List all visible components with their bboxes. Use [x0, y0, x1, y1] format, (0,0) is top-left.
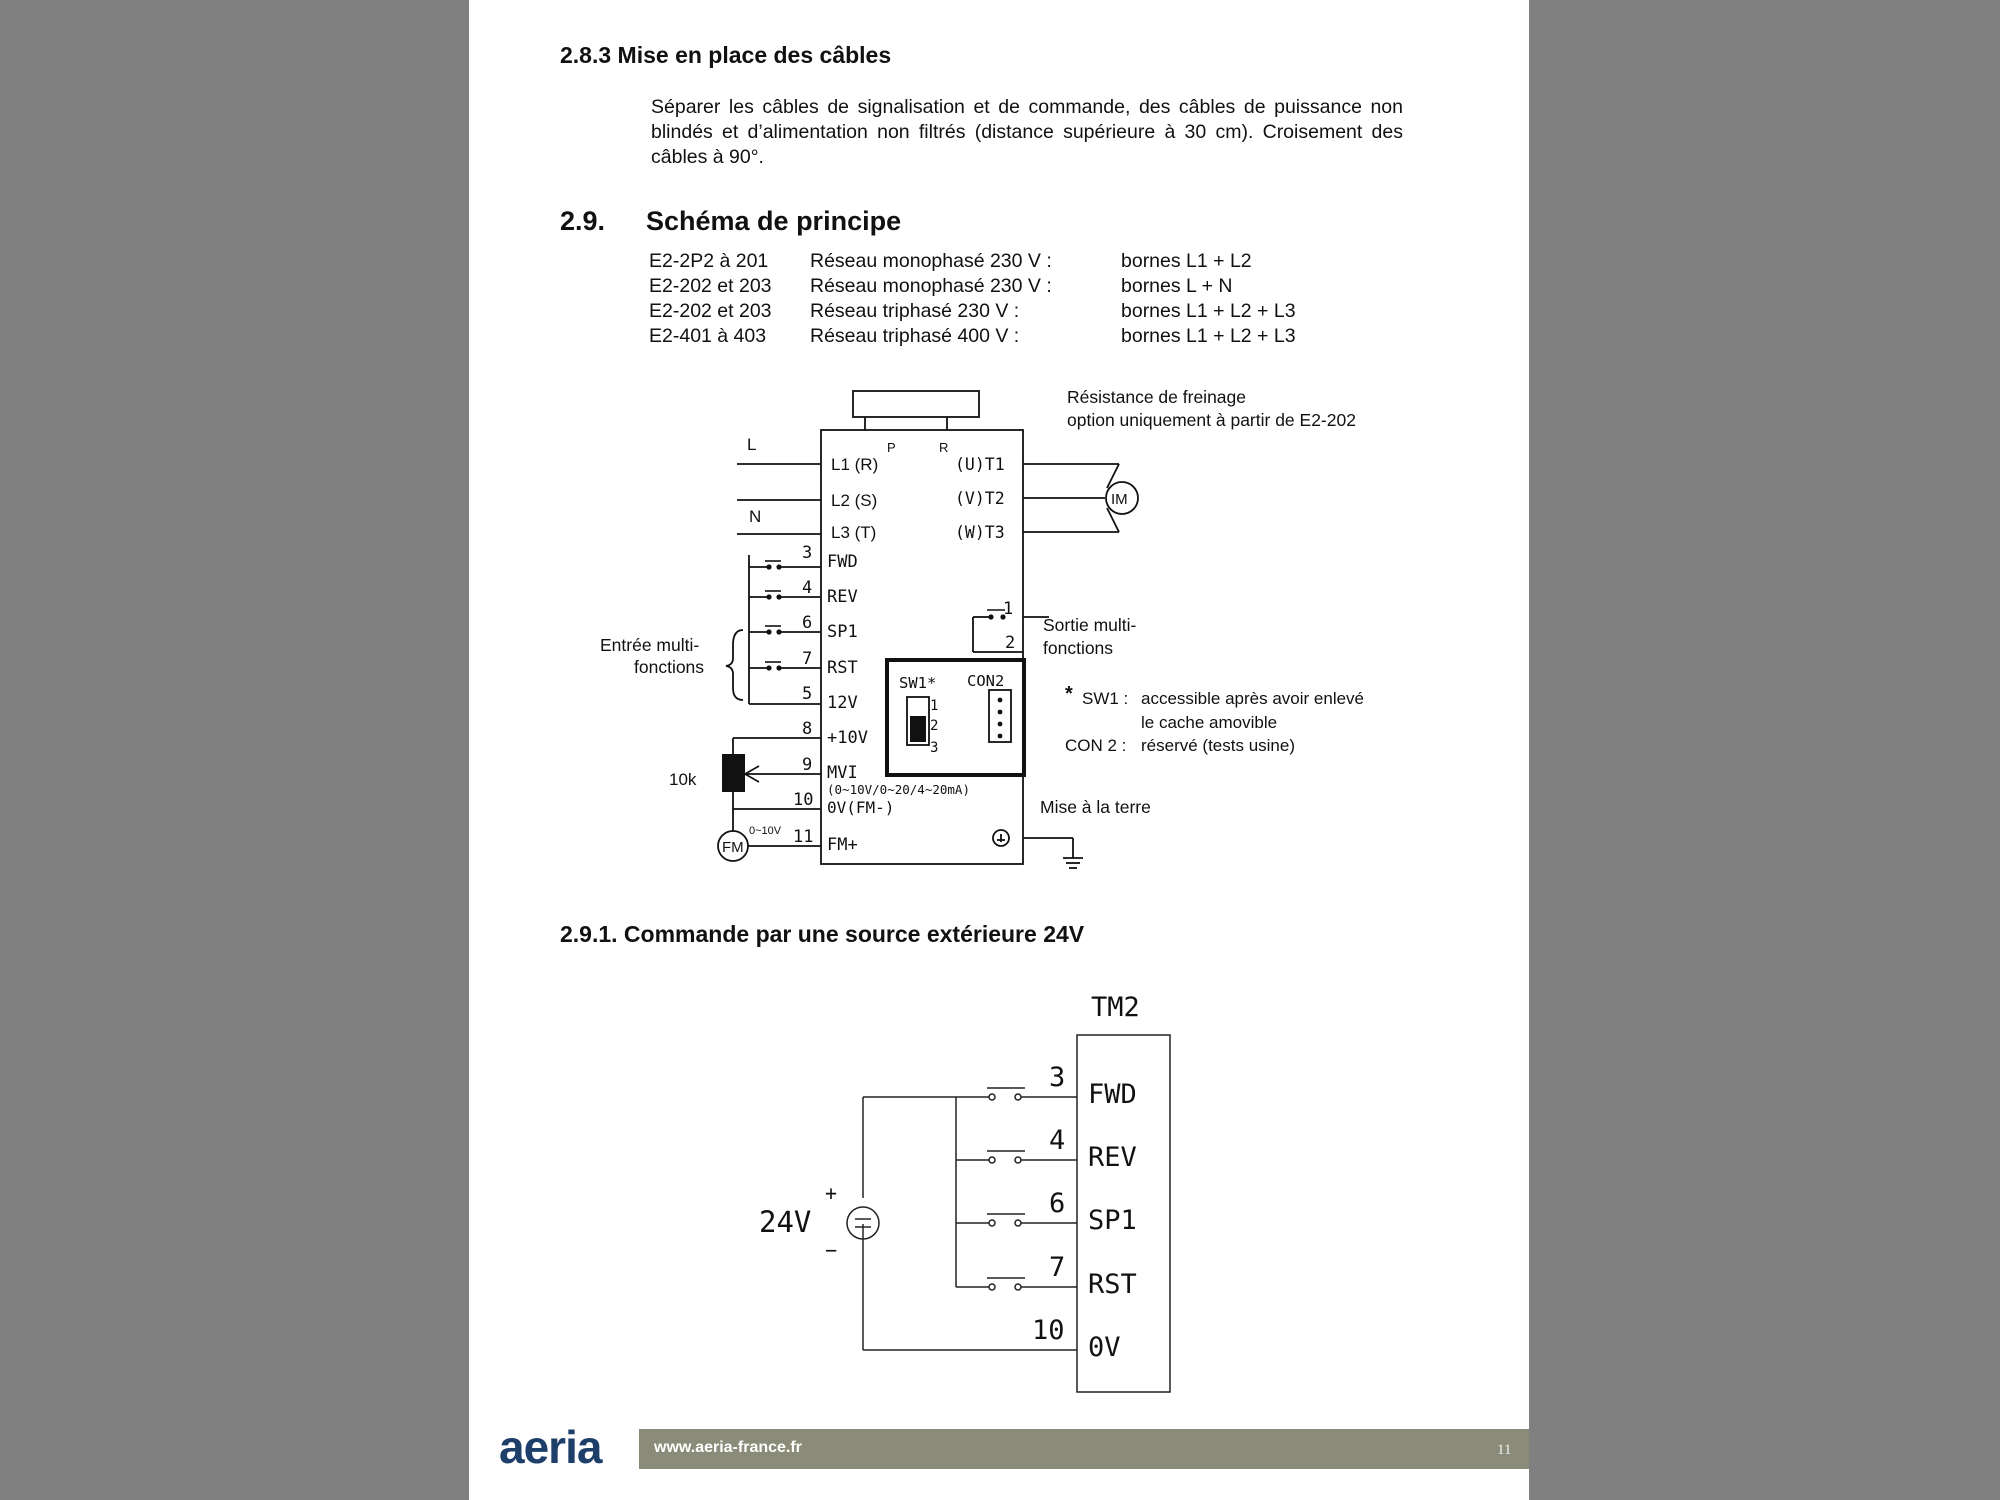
table-cell-network: Réseau monophasé 230 V : — [810, 250, 1052, 272]
footer-url-link[interactable]: www.aeria-france.fr — [654, 1439, 802, 1456]
table-cell-terminals: bornes L1 + L2 + L3 — [1121, 300, 1296, 322]
tm2-label-rev: REV — [1088, 1142, 1137, 1173]
sw1-position: 2 — [930, 718, 939, 734]
table-cell-network: Réseau monophasé 230 V : — [810, 275, 1052, 297]
terminal-l2-label: L2 (S) — [831, 491, 878, 510]
potentiometer-icon — [722, 754, 745, 792]
terminal-t3-label: (W)T3 — [955, 523, 1005, 542]
table-cell-model: E2-202 et 203 — [649, 300, 772, 322]
motor-label: IM — [1111, 491, 1128, 508]
table-cell-terminals: bornes L1 + L2 — [1121, 250, 1252, 272]
table-cell-network: Réseau triphasé 400 V : — [810, 325, 1020, 347]
section-2-9-number: 2.9. — [560, 206, 606, 236]
aeria-logo: aeria — [499, 1421, 602, 1473]
tm2-label-rst: RST — [1088, 1269, 1137, 1300]
line-l-label: L — [747, 435, 757, 454]
terminal-l1-label: L1 (R) — [831, 455, 879, 474]
note-star: * — [1065, 683, 1073, 705]
fm-label: FM — [722, 839, 744, 856]
source-plus-label: + — [825, 1181, 838, 1205]
terminal-number: 6 — [802, 613, 813, 633]
terminal-l3-label: L3 (T) — [831, 523, 877, 542]
terminal-number: 4 — [802, 578, 813, 598]
terminal-number: 5 — [802, 684, 813, 704]
relay-contact-1: 1 — [1003, 599, 1014, 619]
terminal-number: 8 — [802, 719, 813, 739]
relay-contact-2: 2 — [1005, 633, 1016, 653]
table-cell-model: E2-401 à 403 — [649, 325, 767, 347]
fm-range-label: 0~10V — [749, 825, 782, 837]
input-label-line-2: fonctions — [634, 657, 705, 677]
note-sw1-line-2: le cache amovible — [1141, 713, 1278, 732]
earth-label: Mise à la terre — [1040, 797, 1151, 817]
terminal-label-rev: REV — [827, 587, 858, 607]
terminal-number: 11 — [793, 827, 814, 847]
brake-resistor-icon — [853, 391, 979, 417]
terminal-t2-label: (V)T2 — [955, 489, 1005, 508]
terminal-p-label: P — [887, 440, 896, 455]
terminal-label-fm: FM+ — [827, 835, 858, 855]
external-24v-diagram — [469, 960, 1529, 1400]
terminal-number: 7 — [802, 649, 813, 669]
brake-label-line-1: Résistance de freinage — [1067, 387, 1246, 407]
source-voltage-label: 24V — [759, 1205, 812, 1239]
note-sw1-key: SW1 : — [1082, 689, 1129, 708]
note-con2-key: CON 2 : — [1065, 736, 1127, 755]
table-cell-terminals: bornes L1 + L2 + L3 — [1121, 325, 1296, 347]
terminal-t1-label: (U)T1 — [955, 455, 1005, 474]
section-2-9-title: Schéma de principe — [646, 206, 902, 236]
sw1-position: 3 — [930, 740, 939, 756]
sw1-label: SW1* — [899, 674, 937, 692]
output-label-line-1: Sortie multi- — [1043, 615, 1137, 635]
terminal-label-mvi: MVI — [827, 763, 858, 783]
output-label-line-2: fonctions — [1043, 638, 1114, 658]
tm2-label-sp1: SP1 — [1088, 1205, 1137, 1236]
terminal-label-10v: +10V — [827, 728, 868, 748]
terminal-r-label: R — [939, 440, 949, 455]
table-cell-model: E2-202 et 203 — [649, 275, 772, 297]
tm2-number: 10 — [1032, 1315, 1065, 1346]
tm2-number: 3 — [1049, 1062, 1066, 1093]
wiring-diagram — [469, 0, 1529, 900]
tm2-label: TM2 — [1091, 992, 1140, 1023]
table-cell-terminals: bornes L + N — [1121, 275, 1233, 297]
terminal-label-0v: 0V(FM-) — [827, 798, 895, 817]
tm2-label-0v: 0V — [1088, 1332, 1121, 1363]
note-sw1-line-1: accessible après avoir enlevé — [1141, 689, 1365, 708]
brake-label-line-2: option uniquement à partir de E2-202 — [1067, 410, 1356, 430]
input-label-line-1: Entrée multi- — [600, 635, 700, 655]
tm2-number: 6 — [1049, 1188, 1066, 1219]
table-cell-model: E2-2P2 à 201 — [649, 250, 769, 272]
con2-label: CON2 — [967, 672, 1005, 690]
document-page — [469, 0, 1529, 1500]
note-con2-text: réservé (tests usine) — [1141, 736, 1295, 755]
tm2-number: 7 — [1049, 1252, 1066, 1283]
terminal-label-fwd: FWD — [827, 552, 858, 572]
potentiometer-label: 10k — [669, 770, 697, 789]
section-2-8-3-paragraph: Séparer les câbles de signalisation et de commande, des câbles de puissance non blindés et d’alimentation non filtrés (distance supérieure à 30 cm). Croisement des câbles à 90°. — [651, 96, 1403, 168]
mvi-range-label: (0~10V/0~20/4~20mA) — [827, 782, 970, 797]
terminal-number: 9 — [802, 755, 813, 775]
tm2-number: 4 — [1049, 1125, 1066, 1156]
page-number: 11 — [1497, 1442, 1512, 1458]
source-minus-label: − — [825, 1238, 838, 1262]
terminal-label-rst: RST — [827, 658, 858, 678]
terminal-number: 3 — [802, 543, 813, 563]
section-2-9-1-title: 2.9.1. Commande par une source extérieure 24V — [560, 921, 1085, 947]
sw1-position: 1 — [930, 698, 939, 714]
terminal-label-12v: 12V — [827, 693, 858, 713]
section-2-8-3-title: 2.8.3 Mise en place des câbles — [560, 42, 892, 68]
tm2-label-fwd: FWD — [1088, 1079, 1137, 1110]
line-n-label: N — [749, 507, 762, 526]
table-cell-network: Réseau triphasé 230 V : — [810, 300, 1020, 322]
terminal-label-sp1: SP1 — [827, 622, 858, 642]
terminal-number: 10 — [793, 790, 814, 810]
